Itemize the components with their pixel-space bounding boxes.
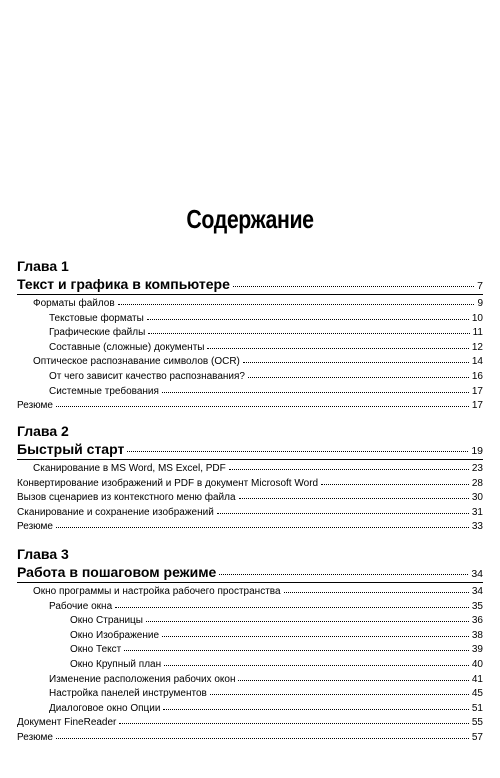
dot-leader xyxy=(163,709,468,710)
toc-entry-page-number: 30 xyxy=(471,492,483,504)
toc-entry-page-number: 45 xyxy=(471,688,483,700)
toc-entry-page-number: 38 xyxy=(471,629,483,641)
toc-entry-title: Оптическое распознавание символов (OCR) xyxy=(33,356,240,368)
toc-entry[interactable] xyxy=(17,716,483,729)
dot-leader xyxy=(321,484,469,485)
toc-entry[interactable] xyxy=(70,658,483,671)
chapter-page-number: 19 xyxy=(471,445,483,457)
toc-entry-title: Сканирование и сохранение изображений xyxy=(17,506,214,518)
toc-entry[interactable] xyxy=(49,687,483,700)
toc-entry-title: Изменение расположения рабочих окон xyxy=(49,673,236,685)
toc-entry[interactable] xyxy=(17,399,483,412)
toc-entry[interactable] xyxy=(49,702,483,715)
dot-leader xyxy=(164,665,469,666)
toc-entry-page-number: 14 xyxy=(471,356,483,368)
chapter-label: Глава 3 xyxy=(17,546,69,562)
toc-entry-title: Резюме xyxy=(17,732,53,743)
toc-entry-page-number: 33 xyxy=(471,521,483,533)
chapter-title: Работа в пошаговом режиме xyxy=(17,564,217,580)
toc-entry-title: Графические файлы xyxy=(49,327,146,339)
chapter-divider xyxy=(17,294,483,295)
toc-entry-title: Диалоговое окно Опции xyxy=(49,702,161,714)
dot-leader xyxy=(243,362,469,363)
toc-entry[interactable] xyxy=(17,520,483,533)
toc-entry-title: Текстовые форматы xyxy=(49,312,144,324)
toc-entry-title: Окно программы и настройка рабочего пространства xyxy=(33,586,281,597)
dot-leader xyxy=(127,451,468,452)
toc-entry[interactable] xyxy=(33,585,483,598)
toc-entry[interactable] xyxy=(49,370,483,383)
toc-entry-title: Рабочие окна xyxy=(49,600,113,612)
dot-leader xyxy=(56,527,469,528)
toc-entry[interactable] xyxy=(17,506,483,519)
toc-entry[interactable] xyxy=(49,341,483,354)
dot-leader xyxy=(56,738,469,739)
dot-leader xyxy=(118,304,475,305)
toc-entry-page-number: 23 xyxy=(471,463,483,474)
dot-leader xyxy=(238,680,468,681)
toc-entry-page-number: 17 xyxy=(471,385,483,397)
dot-leader xyxy=(146,621,469,622)
toc-entry-page-number: 16 xyxy=(471,371,483,382)
dot-leader xyxy=(284,592,469,593)
toc-entry-page-number: 35 xyxy=(471,600,483,612)
dot-leader xyxy=(119,723,468,724)
toc-entry-page-number: 40 xyxy=(471,659,483,670)
chapter-page-number: 7 xyxy=(477,280,483,292)
dot-leader xyxy=(162,636,469,637)
toc-entry-title: Документ FineReader xyxy=(17,717,117,729)
toc-entry[interactable] xyxy=(49,673,483,686)
toc-entry-page-number: 36 xyxy=(471,615,483,627)
toc-entry[interactable] xyxy=(49,312,483,325)
toc-entry[interactable] xyxy=(70,629,483,642)
chapter-divider xyxy=(17,582,483,583)
toc-entry[interactable] xyxy=(70,614,483,627)
toc-entry-title: Окно Текст xyxy=(70,644,122,656)
toc-entry[interactable] xyxy=(33,297,483,310)
dot-leader xyxy=(147,319,469,320)
toc-entry-page-number: 28 xyxy=(471,477,483,489)
chapter-title-row[interactable] xyxy=(17,564,483,580)
dot-leader xyxy=(219,574,468,575)
toc-entry-page-number: 11 xyxy=(472,327,483,339)
toc-entry[interactable] xyxy=(49,600,483,613)
toc-entry-title: Составные (сложные) документы xyxy=(49,341,205,353)
toc-entry-title: Конвертирование изображений и PDF в документ Microsoft Word xyxy=(17,477,319,489)
toc-entry-title: От чего зависит качество распознавания? xyxy=(49,371,245,382)
dot-leader xyxy=(162,392,469,393)
toc-entry-page-number: 55 xyxy=(471,717,483,729)
toc-entry[interactable] xyxy=(33,355,483,368)
toc-entry-page-number: 34 xyxy=(471,586,483,597)
toc-entry-title: Окно Страницы xyxy=(70,615,143,627)
dot-leader xyxy=(217,513,469,514)
chapter-title-row[interactable] xyxy=(17,276,483,292)
toc-entry-page-number: 10 xyxy=(471,312,483,324)
toc-entry-page-number: 12 xyxy=(471,341,483,353)
chapter-label: Глава 2 xyxy=(17,423,69,439)
toc-entry-title: Резюме xyxy=(17,400,53,412)
toc-entry-title: Окно Изображение xyxy=(70,629,160,641)
chapter-page-number: 34 xyxy=(471,568,483,580)
toc-entry-page-number: 41 xyxy=(471,673,483,685)
chapter-divider xyxy=(17,459,483,460)
toc-entry-title: Сканирование в MS Word, MS Excel, PDF xyxy=(33,463,226,474)
toc-entry-title: Форматы файлов xyxy=(33,298,115,309)
toc-entry[interactable] xyxy=(17,731,483,744)
dot-leader xyxy=(239,498,469,499)
dot-leader xyxy=(233,286,474,287)
toc-entry-title: Резюме xyxy=(17,521,53,533)
toc-entry-page-number: 17 xyxy=(471,400,483,412)
toc-entry[interactable] xyxy=(49,385,483,398)
page-title: Содержание xyxy=(186,204,314,234)
dot-leader xyxy=(148,333,469,334)
toc-entry[interactable] xyxy=(49,326,483,339)
dot-leader xyxy=(56,406,469,407)
chapter-title-row[interactable] xyxy=(17,441,483,457)
toc-entry-title: Вызов сценариев из контекстного меню файла xyxy=(17,492,236,504)
toc-entry[interactable] xyxy=(17,477,483,490)
toc-entry-page-number: 51 xyxy=(471,702,483,714)
dot-leader xyxy=(248,377,469,378)
toc-entry-page-number: 39 xyxy=(471,644,483,656)
toc-entry-title: Системные требования xyxy=(49,385,159,397)
toc-entry-page-number: 57 xyxy=(471,732,483,743)
toc-entry-title: Настройка панелей инструментов xyxy=(49,688,207,700)
chapter-title: Быстрый старт xyxy=(17,441,125,457)
toc-entry[interactable] xyxy=(33,462,483,475)
dot-leader xyxy=(229,469,469,470)
dot-leader xyxy=(210,694,469,695)
chapter-label: Глава 1 xyxy=(17,258,69,274)
toc-entry[interactable] xyxy=(17,491,483,504)
toc-entry-title: Окно Крупный план xyxy=(70,659,162,670)
chapter-title: Текст и графика в компьютере xyxy=(17,276,230,292)
dot-leader xyxy=(124,650,469,651)
dot-leader xyxy=(207,348,468,349)
toc-entry[interactable] xyxy=(70,643,483,656)
dot-leader xyxy=(115,607,469,608)
toc-entry-page-number: 31 xyxy=(471,506,483,518)
toc-entry-page-number: 9 xyxy=(477,298,483,309)
